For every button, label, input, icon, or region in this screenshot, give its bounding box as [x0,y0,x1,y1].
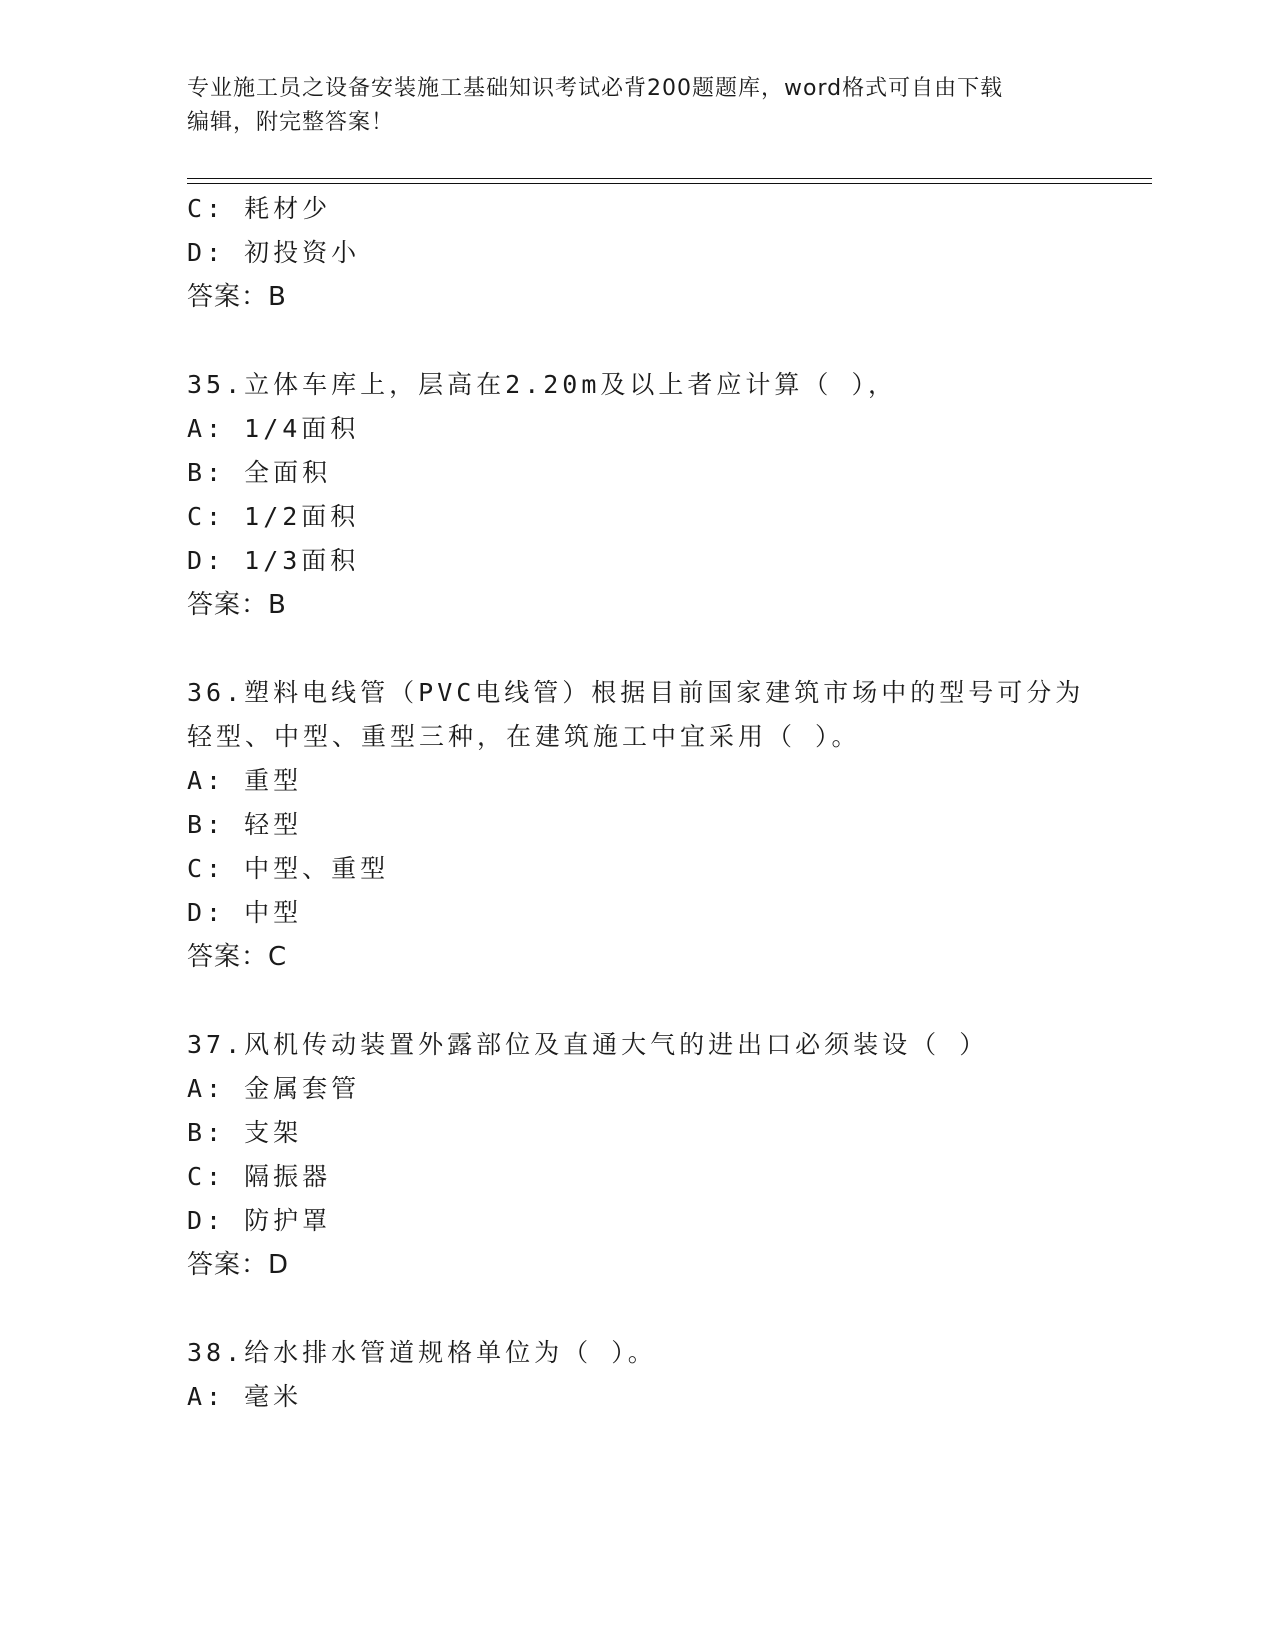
q36-answer: 答案：C [187,942,288,972]
q37-option-c: C: 隔振器 [187,1162,332,1191]
q37-text: 37.风机传动装置外露部位及直通大气的进出口必须装设（ ） [187,1030,989,1059]
q36-option-d: D: 中型 [187,898,303,927]
q35-option-b: B: 全面积 [187,458,332,487]
header-line-1: 专业施工员之设备安装施工基础知识考试必背200题题库，word格式可自由下载 [187,76,1004,101]
q35-answer: 答案：B [187,590,287,620]
q38-text: 38.给水排水管道规格单位为（ ）。 [187,1338,657,1367]
header-rule-bottom [187,183,1152,184]
prev-option-c: C: 耗材少 [187,194,332,223]
q37-option-a: A: 金属套管 [187,1074,361,1103]
q36-option-b: B: 轻型 [187,810,303,839]
q36-text-line-2: 轻型、中型、重型三种，在建筑施工中宜采用（ ）。 [187,722,861,751]
q37-option-d: D: 防护罩 [187,1206,332,1235]
document-header [187,72,1087,140]
q35-option-d: D: 1/3面积 [187,546,360,575]
q35-option-c: C: 1/2面积 [187,502,360,531]
q37-option-b: B: 支架 [187,1118,303,1147]
q37-answer: 答案：D [187,1250,290,1280]
q36-text-line-1: 36.塑料电线管（PVC电线管）根据目前国家建筑市场中的型号可分为 [187,678,1085,707]
q35-text: 35.立体车库上，层高在2.20m及以上者应计算（ ）， [187,370,897,399]
q36-option-a: A: 重型 [187,766,303,795]
q38-option-a: A: 毫米 [187,1382,303,1411]
prev-answer: 答案：B [187,282,287,312]
header-rule-top [187,178,1152,179]
q36-option-c: C: 中型、重型 [187,854,390,883]
q35-option-a: A: 1/4面积 [187,414,360,443]
prev-option-d: D: 初投资小 [187,238,361,267]
header-line-2: 编辑，附完整答案！ [187,110,395,135]
